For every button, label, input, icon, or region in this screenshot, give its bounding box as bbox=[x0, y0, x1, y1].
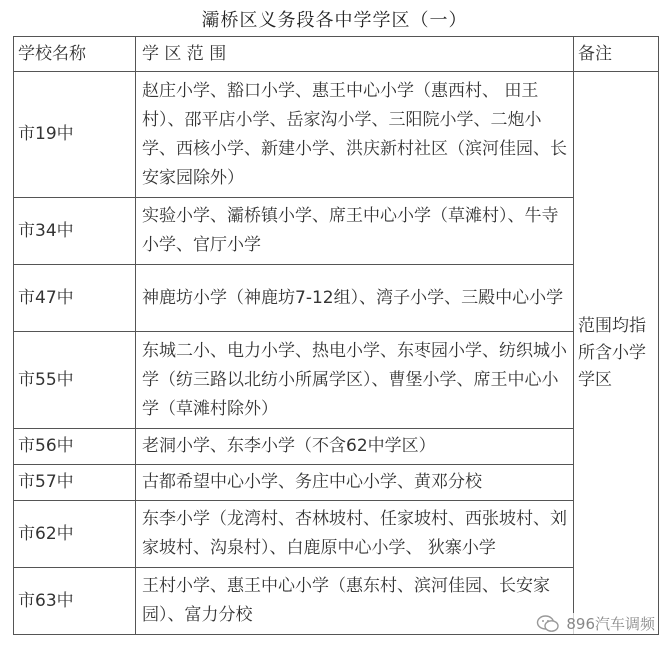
watermark-text: 896汽车调频 bbox=[566, 615, 655, 633]
header-row bbox=[14, 37, 659, 72]
header-school: 学校名称 bbox=[14, 37, 136, 72]
page-title: 灞桥区义务段各中学学区（一） bbox=[201, 10, 468, 31]
school-name: 市34中 bbox=[14, 198, 136, 265]
district-area: 东李小学（龙湾村、杏林坡村、任家坡村、西张坡村、刘家坡村、沟泉村）、白鹿原中心小学、 狄寨小学 bbox=[136, 501, 574, 568]
header-note: 备注 bbox=[574, 37, 659, 72]
school-name: 市56中 bbox=[14, 429, 136, 465]
district-area: 实验小学、灞桥镇小学、席王中心小学（草滩村）、牛寺小学、官厅小学 bbox=[136, 198, 574, 265]
district-area: 老洞小学、东李小学（不含62中学区） bbox=[136, 429, 574, 465]
school-name: 市62中 bbox=[14, 501, 136, 568]
table-row bbox=[14, 429, 659, 465]
table-row bbox=[14, 198, 659, 265]
table-row bbox=[14, 72, 659, 198]
school-name: 市47中 bbox=[14, 265, 136, 332]
school-name: 市19中 bbox=[14, 72, 136, 198]
school-name: 市55中 bbox=[14, 332, 136, 429]
header-area: 学 区 范 围 bbox=[136, 37, 574, 72]
table-row bbox=[14, 465, 659, 501]
wechat-icon bbox=[536, 614, 560, 634]
school-name: 市57中 bbox=[14, 465, 136, 501]
table-row bbox=[14, 501, 659, 568]
district-area: 王村小学、惠王中心小学（惠东村、滨河佳园、长安家园）、富力分校 bbox=[136, 568, 574, 635]
note-cell: 范围均指所含小学学区 bbox=[574, 72, 659, 635]
school-district-table bbox=[13, 36, 659, 635]
district-area: 古都希望中心小学、务庄中心小学、黄邓分校 bbox=[136, 465, 574, 501]
table-row bbox=[14, 265, 659, 332]
table-row bbox=[14, 332, 659, 429]
watermark bbox=[536, 613, 655, 634]
district-area: 神鹿坊小学（神鹿坊7-12组）、湾子小学、三殿中心小学 bbox=[136, 265, 574, 332]
district-area: 赵庄小学、豁口小学、惠王中心小学（惠西村、 田王村）、邵平店小学、岳家沟小学、三阳院小学、二炮小学、西核小学、新建小学、洪庆新村社区（滨河佳园、长安家园除外） bbox=[136, 72, 574, 198]
school-name: 市63中 bbox=[14, 568, 136, 635]
district-area: 东城二小、电力小学、热电小学、东枣园小学、纺织城小学（纺三路以北纺小所属学区）、曹堡小学、席王中心小学（草滩村除外） bbox=[136, 332, 574, 429]
